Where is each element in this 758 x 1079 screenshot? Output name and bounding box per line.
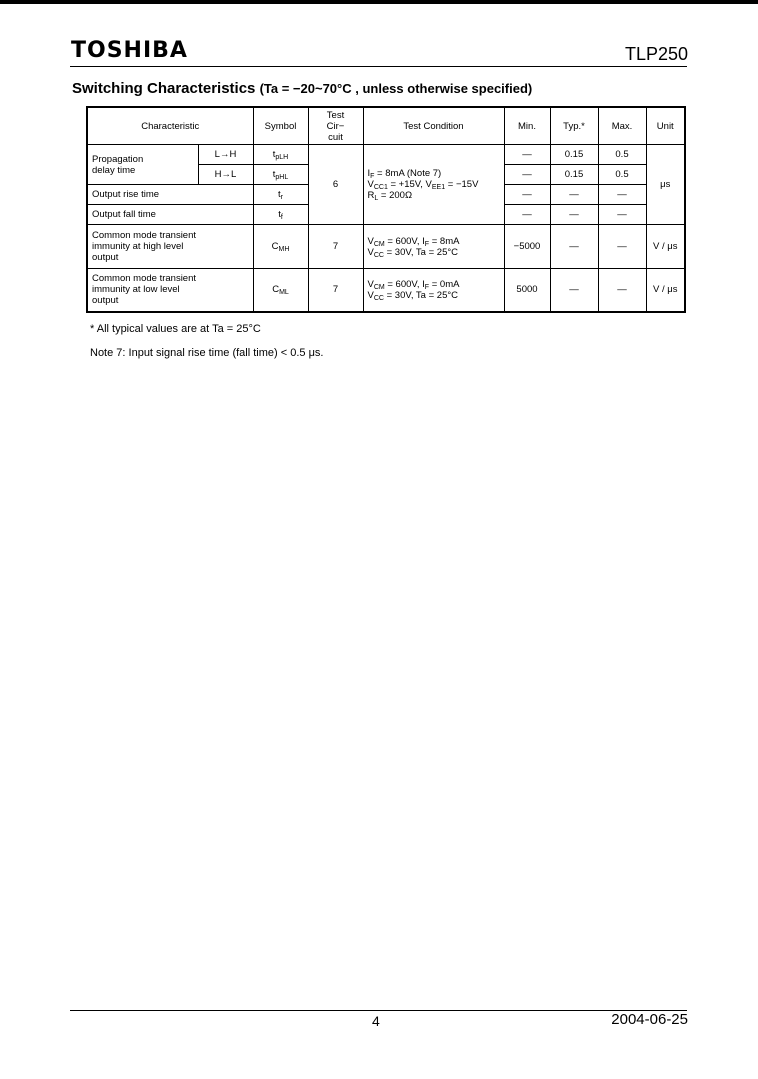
footer-divider: [70, 1010, 687, 1011]
test-condition-switching: [363, 145, 504, 225]
cmh-label-line: output: [92, 252, 119, 263]
cmh-max: —: [598, 225, 646, 269]
toshiba-logo: TOSHIBA: [71, 38, 188, 63]
top-border: [0, 0, 758, 4]
cml-label-line: Common mode transient: [92, 273, 197, 285]
tplh-typ: 0.15: [550, 145, 598, 165]
prop-delay-hl-label: H→L: [198, 165, 253, 185]
test-condition-line: $I_F = 8mA$ (Note 7): [367, 168, 442, 180]
cml-test-condition: [363, 269, 504, 312]
header-test-circuit: [308, 107, 363, 145]
header-max: Max.: [598, 107, 646, 145]
symbol-tf: $t_f$: [253, 205, 308, 225]
switching-characteristics-table: [86, 106, 686, 313]
header-test-circuit-line: cuit: [328, 131, 343, 143]
test-circuit-6: 6: [308, 145, 363, 225]
page-number: 4: [372, 1013, 380, 1029]
cmh-unit: V / μs: [646, 225, 685, 269]
cmh-label: [87, 225, 253, 269]
prop-delay-lh-label: L→H: [198, 145, 253, 165]
unit-switching: μs: [646, 145, 685, 225]
tf-min: —: [504, 205, 550, 225]
fall-time-label: Output fall time: [87, 205, 253, 225]
tphl-min: —: [504, 165, 550, 185]
part-number: TLP250: [624, 44, 688, 64]
header-test-circuit-line: Test: [326, 109, 345, 121]
cml-max: —: [598, 269, 646, 312]
tr-max: —: [598, 185, 646, 205]
cmh-label-line: immunity at high level: [92, 241, 184, 252]
table-row-cmh: [87, 225, 685, 269]
cmh-min: −5000: [504, 225, 550, 269]
symbol-cml: $C_{ML}$: [253, 269, 308, 312]
header-symbol: Symbol: [253, 107, 308, 145]
typical-values-note: * All typical values are at Ta = 25°C: [90, 323, 261, 335]
symbol-tphl: $t_{pHL}$: [253, 165, 308, 185]
tplh-max: 0.5: [598, 145, 646, 165]
header-test-condition: Test Condition: [363, 107, 504, 145]
cml-label: [87, 269, 253, 312]
header-test-circuit-line: Cir−: [326, 120, 345, 132]
cmh-label-line: Common mode transient: [92, 230, 197, 241]
prop-delay-label-line: Propagation: [92, 153, 144, 165]
cml-unit: V / μs: [646, 269, 685, 312]
test-condition-line: $R_L = 200\Omega$: [367, 190, 413, 202]
header-min: Min.: [504, 107, 550, 145]
rise-time-label: Output rise time: [87, 185, 253, 205]
tf-max: —: [598, 205, 646, 225]
tphl-typ: 0.15: [550, 165, 598, 185]
symbol-cmh: $C_{MH}$: [253, 225, 308, 269]
prop-delay-label: [87, 145, 198, 185]
cml-label-line: immunity at low level: [92, 284, 180, 296]
tphl-max: 0.5: [598, 165, 646, 185]
test-condition-line: $V_{CM} = 600V$, $I_F = 0mA$: [367, 278, 460, 291]
table-header-row: [87, 107, 685, 145]
tplh-min: —: [504, 145, 550, 165]
document-date: 2004-06-25: [611, 1011, 688, 1028]
test-condition-line: $V_{CM} = 600V$, $I_F = 8mA$: [367, 235, 460, 248]
cml-label-line: output: [92, 295, 119, 307]
cmh-test-condition: [363, 225, 504, 269]
section-title-text: Switching Characteristics: [72, 80, 256, 97]
note-7: Note 7: Input signal rise time (fall time) < 0.5 μs.: [90, 347, 324, 359]
header-unit: Unit: [646, 107, 685, 145]
test-condition-line: $V_{CC} = 30V$, Ta = 25°C: [367, 246, 459, 259]
table-row-prop-delay-lh: [87, 145, 685, 165]
cml-typ: —: [550, 269, 598, 312]
header-typ: Typ.*: [550, 107, 598, 145]
symbol-tplh: $t_{pLH}$: [253, 145, 308, 165]
table-row-cml: [87, 269, 685, 312]
tf-typ: —: [550, 205, 598, 225]
tr-typ: —: [550, 185, 598, 205]
tr-min: —: [504, 185, 550, 205]
symbol-tr: $t_r$: [253, 185, 308, 205]
header-characteristic: Characteristic: [87, 107, 253, 145]
cml-test-circuit: 7: [308, 269, 363, 312]
section-title: [72, 80, 532, 98]
prop-delay-label-line: delay time: [92, 164, 136, 176]
cmh-typ: —: [550, 225, 598, 269]
cml-min: 5000: [504, 269, 550, 312]
section-title-condition: (Ta = −20~70°C , unless otherwise specified): [259, 81, 533, 96]
header-divider: [70, 66, 687, 67]
cmh-test-circuit: 7: [308, 225, 363, 269]
test-condition-line: $V_{CC1} = +15V$, $V_{EE1} = -15V$: [367, 179, 479, 191]
test-condition-line: $V_{CC} = 30V$, Ta = 25°C: [367, 289, 459, 302]
